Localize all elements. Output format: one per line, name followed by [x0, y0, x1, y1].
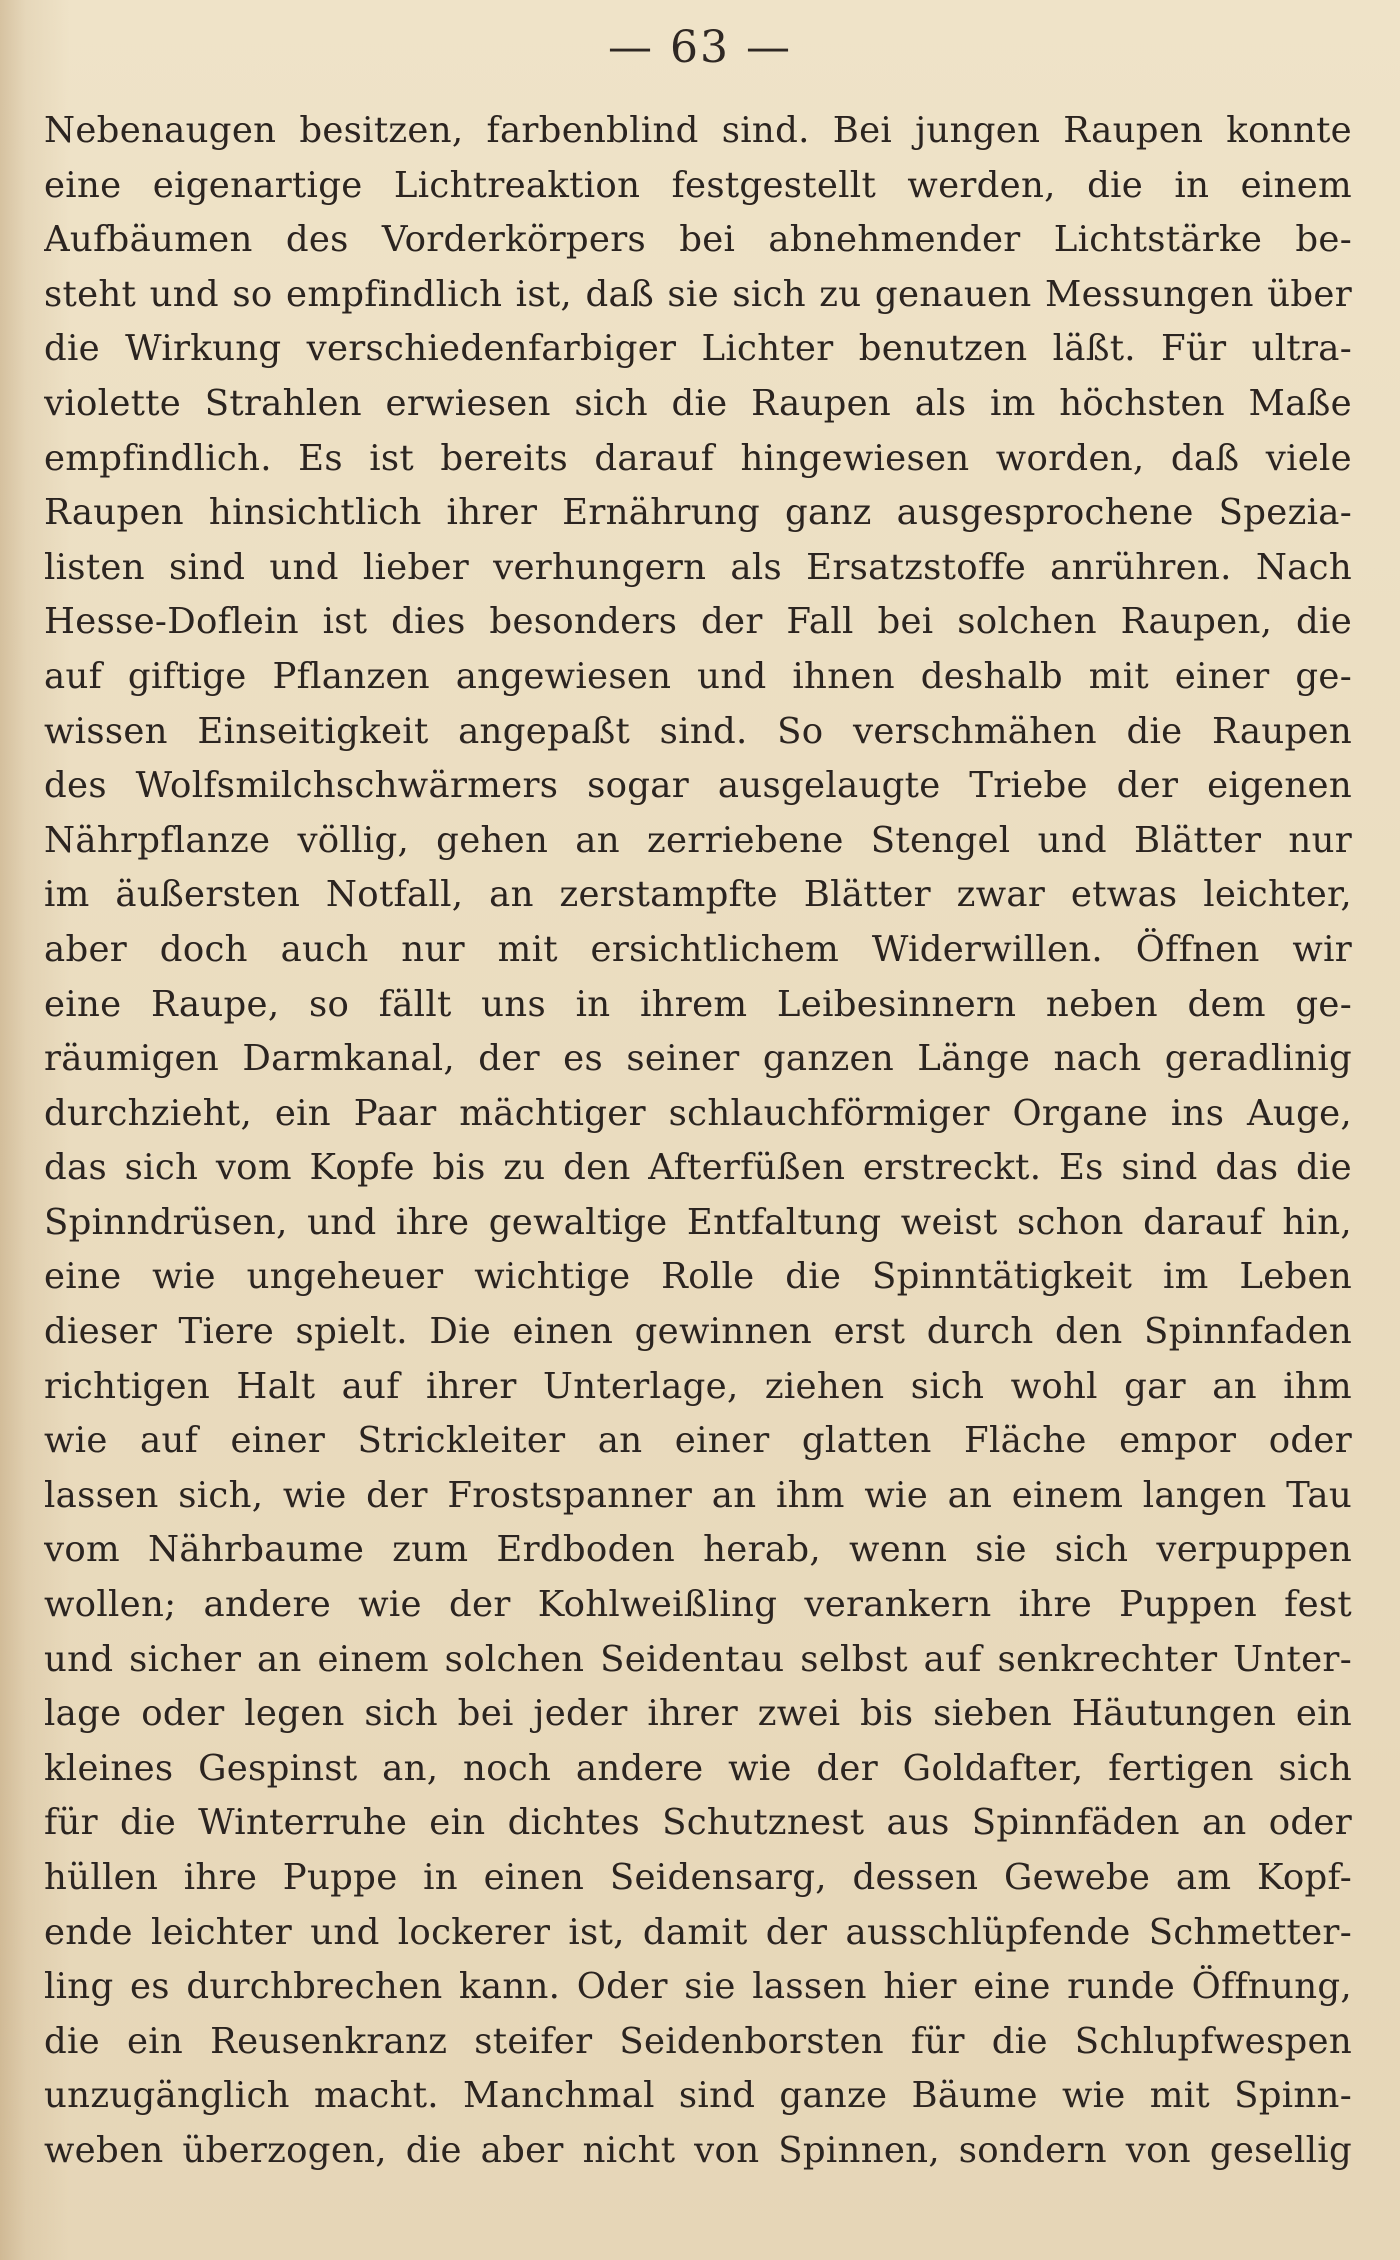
text-line: ling es durchbrechen kann. Oder sie lassen hier eine runde Öffnung, — [44, 1966, 1352, 2008]
text-line: weben überzogen, die aber nicht von Spinnen, sondern von gesellig — [44, 2129, 1352, 2171]
page-number: — 63 — — [608, 22, 792, 73]
text-line: unzugänglich macht. Manchmal sind ganze Bäume wie mit Spinn- — [44, 2075, 1352, 2117]
text-line: lassen sich, wie der Frostspanner an ihm wie an einem langen Tau — [44, 1474, 1352, 1516]
text-line: und sicher an einem solchen Seidentau selbst auf senkrechter Unter- — [44, 1638, 1352, 1680]
text-line: auf giftige Pflanzen angewiesen und ihnen deshalb mit einer ge- — [44, 655, 1352, 697]
text-line: aber doch auch nur mit ersichtlichem Widerwillen. Öffnen wir — [44, 928, 1352, 970]
text-line: eine eigenartige Lichtreaktion festgestellt werden, die in einem — [44, 164, 1352, 206]
text-line: eine Raupe, so fällt uns in ihrem Leibesinnern neben dem ge- — [44, 983, 1352, 1025]
text-line: Raupen hinsichtlich ihrer Ernährung ganz ausgesprochene Spezia- — [44, 492, 1352, 534]
text-line: die Wirkung verschiedenfarbiger Lichter benutzen läßt. Für ultra- — [44, 328, 1352, 370]
text-line: richtigen Halt auf ihrer Unterlage, ziehen sich wohl gar an ihm — [44, 1365, 1352, 1407]
text-line: im äußersten Notfall, an zerstampfte Blätter zwar etwas leichter, — [44, 874, 1352, 916]
text-line: eine wie ungeheuer wichtige Rolle die Spinntätigkeit im Leben — [44, 1256, 1352, 1298]
text-line: wissen Einseitigkeit angepaßt sind. So verschmähen die Raupen — [44, 710, 1352, 752]
text-line: Nebenaugen besitzen, farbenblind sind. Bei jungen Raupen konnte — [44, 110, 1352, 151]
text-line: lage oder legen sich bei jeder ihrer zwei bis sieben Häutungen ein — [44, 1693, 1352, 1735]
text-line: für die Winterruhe ein dichtes Schutznest aus Spinnfäden an oder — [44, 1802, 1352, 1844]
text-line: wollen; andere wie der Kohlweißling verankern ihre Puppen fest — [44, 1584, 1352, 1626]
text-line: Spinndrüsen, und ihre gewaltige Entfaltung weist schon darauf hin, — [44, 1201, 1352, 1243]
text-line: violette Strahlen erwiesen sich die Raupen als im höchsten Maße — [44, 382, 1352, 424]
text-line: ende leichter und lockerer ist, damit der ausschlüpfende Schmetter- — [44, 1911, 1352, 1953]
text-line: empfindlich. Es ist bereits darauf hingewiesen worden, daß viele — [44, 437, 1352, 479]
text-line: Hesse-Doflein ist dies besonders der Fall bei solchen Raupen, die — [44, 601, 1352, 643]
text-line: die ein Reusenkranz steifer Seidenborsten für die Schlupfwespen — [44, 2020, 1352, 2062]
text-line: des Wolfsmilchschwärmers sogar ausgelaugte Triebe der eigenen — [44, 765, 1352, 807]
text-line: das sich vom Kopfe bis zu den Afterfüßen erstreckt. Es sind das die — [44, 1147, 1352, 1189]
text-line: durchzieht, ein Paar mächtiger schlauchförmiger Organe ins Auge, — [44, 1092, 1352, 1134]
text-line: hüllen ihre Puppe in einen Seidensarg, dessen Gewebe am Kopf- — [44, 1857, 1352, 1898]
text-line: listen sind und lieber verhungern als Ersatzstoffe anrühren. Nach — [44, 546, 1352, 588]
text-line: kleines Gespinst an, noch andere wie der Goldafter, fertigen sich — [44, 1747, 1352, 1789]
text-line: Nährpflanze völlig, gehen an zerriebene Stengel und Blätter nur — [44, 819, 1352, 861]
text-line: räumigen Darmkanal, der es seiner ganzen Länge nach geradlinig — [44, 1038, 1352, 1080]
text-line: wie auf einer Strickleiter an einer glatten Fläche empor oder — [44, 1420, 1352, 1462]
text-line: Aufbäumen des Vorderkörpers bei abnehmender Lichtstärke be- — [44, 219, 1352, 261]
text-line: dieser Tiere spielt. Die einen gewinnen erst durch den Spinnfaden — [44, 1311, 1352, 1353]
text-line: steht und so empfindlich ist, daß sie sich zu genauen Messungen über — [44, 273, 1352, 315]
text-line: vom Nährbaume zum Erdboden herab, wenn sie sich verpuppen — [44, 1529, 1352, 1571]
body-text — [44, 104, 1352, 2179]
